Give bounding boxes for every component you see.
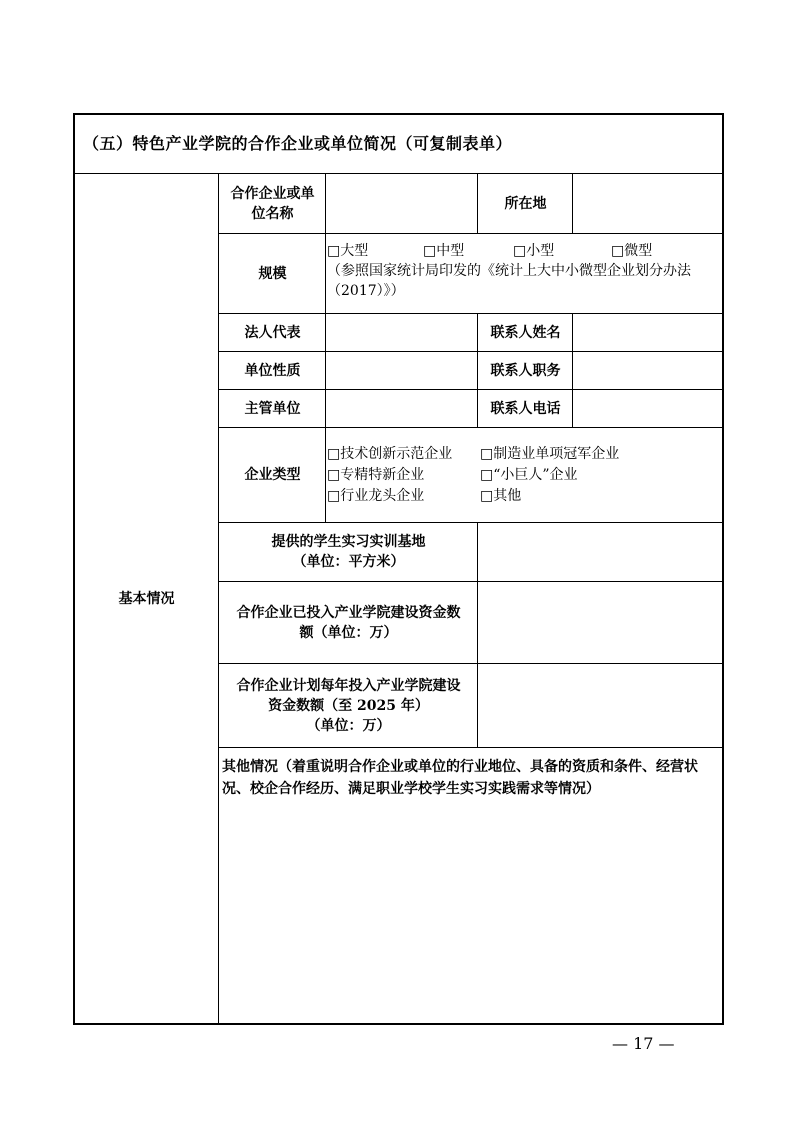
type-option-specialized[interactable]: □专精特新企业 [327,467,425,483]
rule [218,173,219,1025]
planned-field[interactable] [479,664,724,747]
unit-nature-label: 单位性质 [244,362,301,379]
location-label: 所在地 [504,195,547,212]
scale-option-medium[interactable]: □中型 [423,243,465,259]
other-info-field[interactable] [220,805,724,1025]
training-base-label [220,523,477,581]
contact-title-label: 联系人职务 [490,362,561,379]
planned-label-line-3: （单位：万） [306,717,391,734]
training-base-label-line-2: （单位：平方米） [292,554,405,570]
training-base-label-line-1: 提供的学生实习实训基地 [271,534,426,550]
unit-nature-field[interactable] [327,352,477,389]
company-name-field[interactable] [327,174,477,233]
type-option-little-giant[interactable]: □“小巨人”企业 [480,467,578,483]
location-field[interactable] [574,174,724,233]
contact-phone-label: 联系人电话 [490,400,561,417]
page-number: — 17 — [612,1034,675,1053]
legal-rep-label: 法人代表 [244,324,301,341]
rule [572,173,573,233]
scale-note: （参照国家统计局印发的《统计上大中小微型企业划分办法（2017）》） [327,263,691,299]
scale-options [327,241,723,311]
contact-title-field[interactable] [574,352,724,389]
supervisor-field[interactable] [327,390,477,427]
planned-label-line-1: 合作企业计划每年投入产业学院建设 [236,677,461,694]
invested-label-line-1: 合作企业已投入产业学院建设资金数 [236,604,461,621]
invested-label [220,582,477,663]
contact-name-label: 联系人姓名 [490,324,561,341]
training-base-field[interactable] [479,523,724,581]
contact-phone-field[interactable] [574,390,724,427]
supervisor-label: 主管单位 [244,400,301,417]
legal-rep-field[interactable] [327,314,477,351]
rule [572,313,573,427]
rule [218,747,724,748]
company-type-label: 企业类型 [244,467,301,483]
rule [477,313,478,427]
enterprise-info-form [73,113,724,1025]
invested-label-line-2: 额（单位：万） [299,624,398,641]
invested-field[interactable] [479,582,724,663]
company-type-options [327,444,723,514]
scale-option-small[interactable]: □小型 [513,243,555,259]
type-option-other[interactable]: □其他 [480,488,522,504]
rule [325,173,326,522]
scale-option-micro[interactable]: □微型 [611,243,653,259]
other-info-label: 其他情况（着重说明合作企业或单位的行业地位、具备的资质和条件、经营状况、校企合作经历、满足职业学校学生实习实践需求等情况） [222,759,698,797]
rule [477,522,478,747]
type-option-champion[interactable]: □制造业单项冠军企业 [480,446,620,462]
contact-name-field[interactable] [574,314,724,351]
scale-option-large[interactable]: □大型 [327,243,369,259]
company-name-label: 合作企业或单位名称 [230,185,315,222]
planned-label [220,664,477,747]
form-title: （五）特色产业学院的合作企业或单位简况（可复制表单） [83,134,513,153]
rule [477,173,478,233]
section-label: 基本情况 [118,591,175,607]
scale-label: 规模 [258,265,287,282]
planned-label-line-2: 资金数额（至 2025 年） [268,697,429,714]
type-option-innovation[interactable]: □技术创新示范企业 [327,446,453,462]
type-option-leader[interactable]: □行业龙头企业 [327,488,425,504]
